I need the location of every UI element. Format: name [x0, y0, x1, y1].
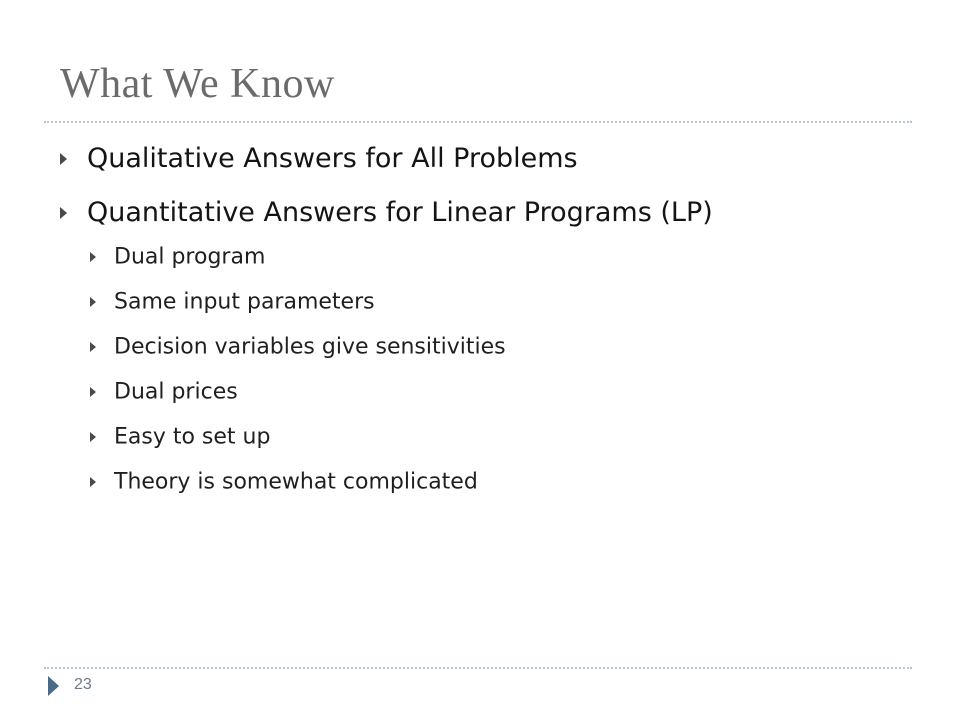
sub-bullet-arrow-icon [90, 252, 96, 262]
sub-bullet-text: Same input parameters [114, 289, 375, 315]
bullet-arrow-icon [60, 153, 67, 165]
sub-bullet-item [90, 289, 375, 315]
sub-bullet-arrow-icon [90, 477, 96, 487]
bullet-item [60, 196, 713, 228]
page-number: 23 [74, 676, 92, 693]
bullet-text: Qualitative Answers for All Problems [87, 143, 578, 174]
sub-bullet-item [90, 244, 265, 270]
sub-bullet-text: Theory is somewhat complicated [114, 469, 478, 495]
bullet-item [60, 142, 578, 174]
slide-title: What We Know [60, 61, 335, 107]
sub-bullet-item [90, 379, 238, 405]
footer-divider [44, 667, 912, 669]
bullet-text: Quantitative Answers for Linear Programs (LP) [87, 197, 713, 228]
sub-bullet-arrow-icon [90, 432, 96, 442]
title-divider [44, 121, 912, 123]
sub-bullet-item [90, 424, 270, 450]
sub-bullet-arrow-icon [90, 342, 96, 352]
sub-bullet-text: Dual prices [114, 379, 238, 405]
sub-bullet-item [90, 334, 506, 360]
footer-triangle-icon [48, 676, 59, 696]
sub-bullet-text: Dual program [114, 244, 266, 270]
bullet-arrow-icon [60, 207, 67, 219]
sub-bullet-arrow-icon [90, 297, 96, 307]
sub-bullet-text: Easy to set up [114, 424, 271, 450]
sub-bullet-item [90, 469, 478, 495]
sub-bullet-arrow-icon [90, 387, 96, 397]
sub-bullet-text: Decision variables give sensitivities [114, 334, 506, 360]
